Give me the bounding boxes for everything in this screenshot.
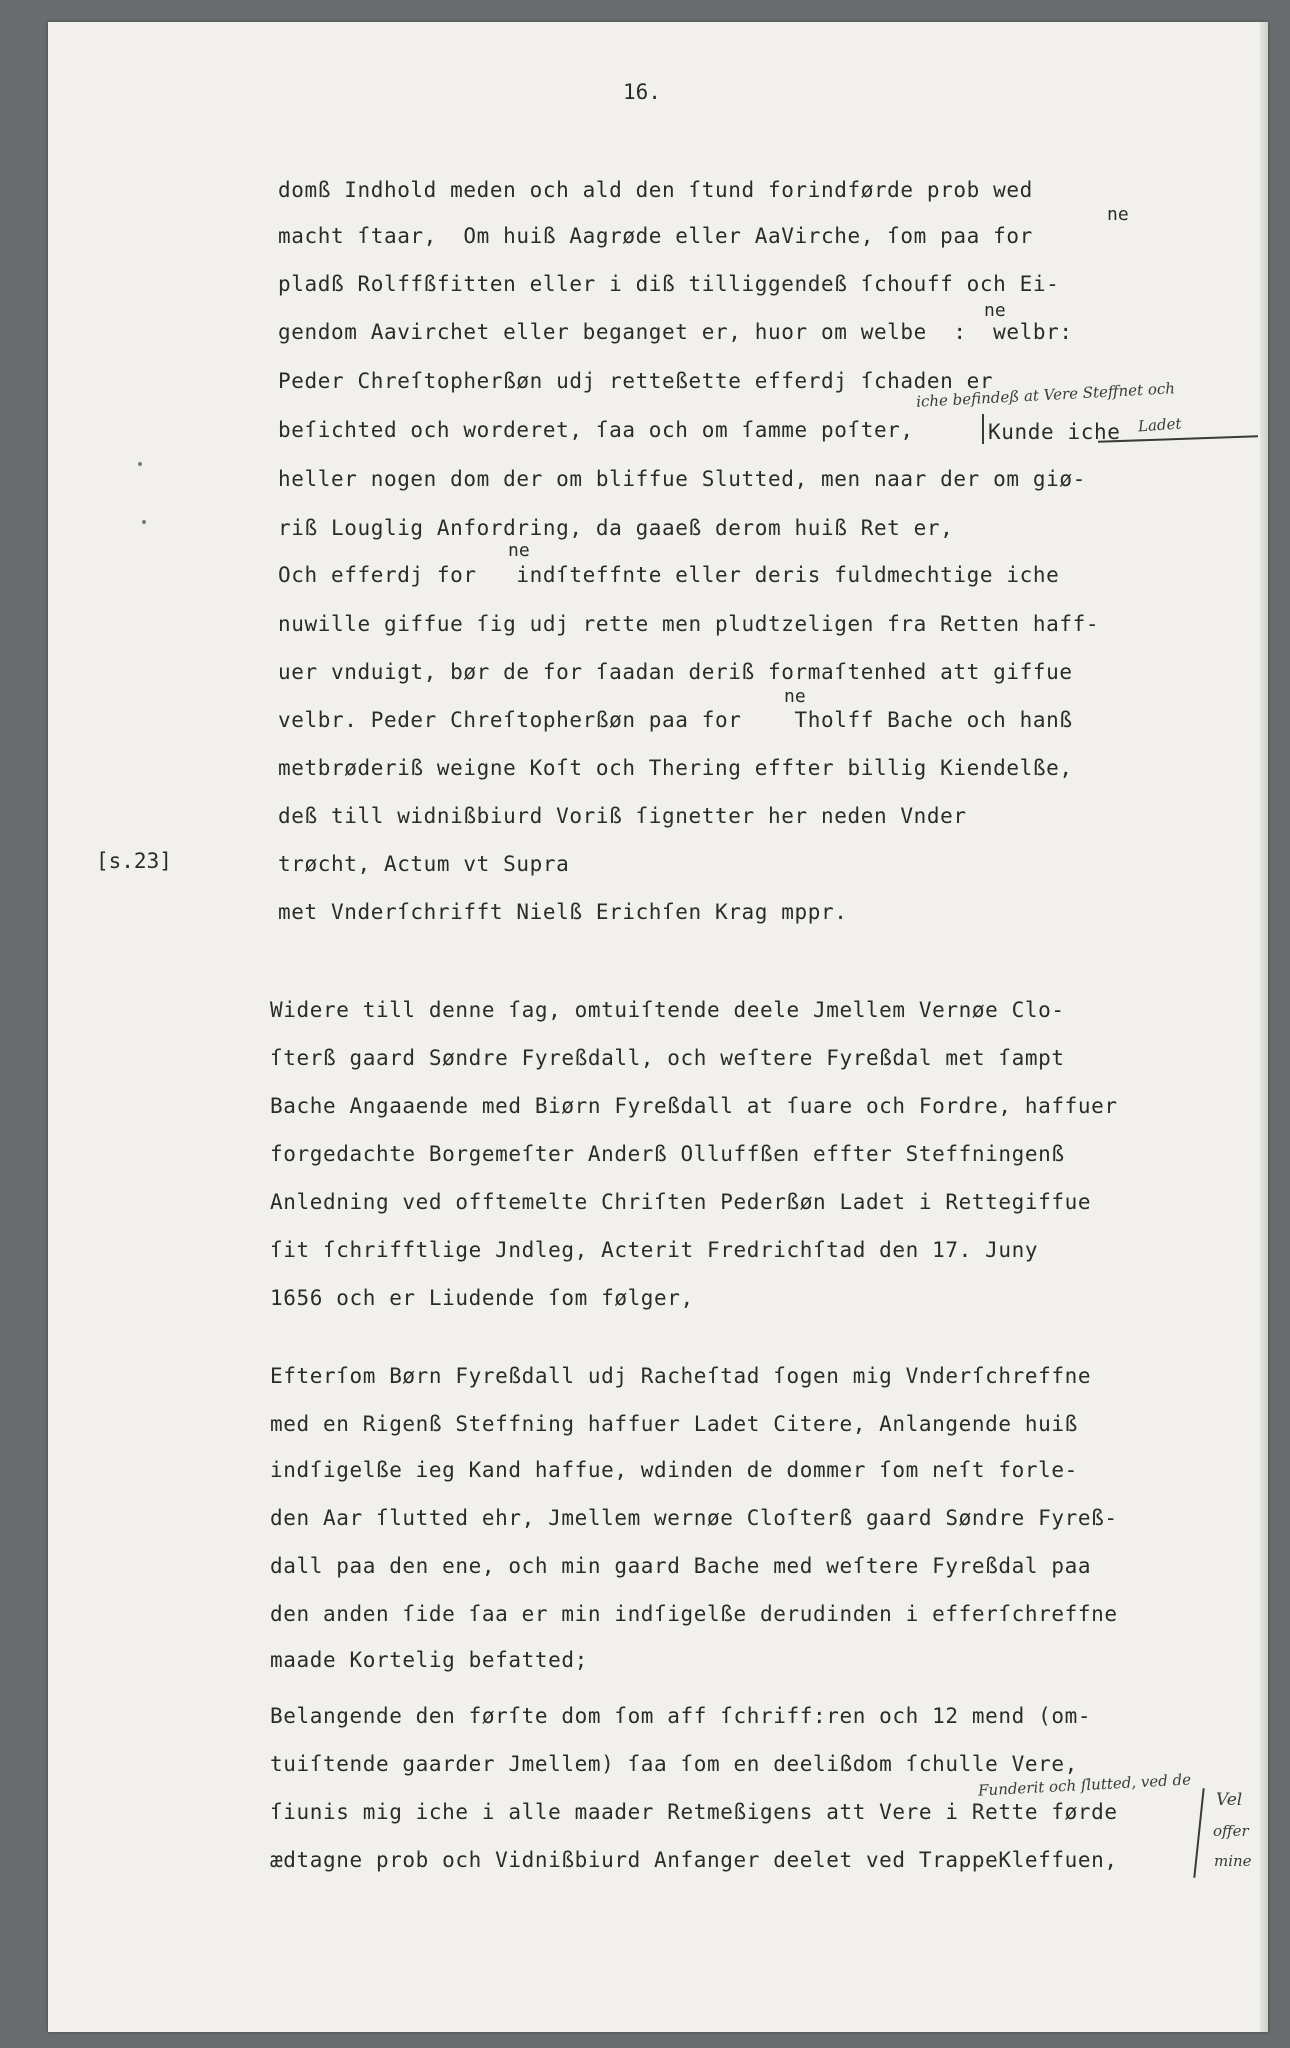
text-line-13: metbrøderiß weigne Koſt och Thering effter billig Kiendelße, (278, 756, 1073, 780)
margin-reference: [s.23] (96, 849, 172, 873)
text-line-28: dall paa den ene, och min gaard Bache med weſtere Fyreßdal paa (270, 1554, 1092, 1578)
text-line-9: Och efferdj for indſteffnte eller deris fuldmechtige iche (278, 563, 1060, 587)
pencil-mark (138, 462, 142, 466)
text-line-24: Efterſom Børn Fyreßdall udj Racheſtad ſogen mig Vnderſchreffne (270, 1364, 1092, 1388)
insertion-underline (1098, 435, 1258, 443)
text-line-17: Widere till denne ſag, omtuiſtende deele Jmellem Vernøe Clo- (270, 998, 1065, 1022)
text-line-21: Anledning ved offtemelte Chriſten Pederßøn Ladet i Rettegiffue (270, 1190, 1092, 1214)
text-line-22: ſit ſchrifftlige Jndleg, Acterit Fredrichſtad den 17. Juny (270, 1238, 1039, 1262)
text-line-32: tuiſtende gaarder Jmellem) ſaa ſom en deelißdom ſchulle Vere, (270, 1752, 1078, 1776)
text-line-20: forgedachte Borgemeſter Anderß Olluffßen effter Steffningenß (270, 1142, 1065, 1166)
text-line-8: riß Louglig Anfordring, da gaaeß derom huiß Ret er, (278, 516, 954, 540)
text-line-19: Bache Angaaende med Biørn Fyreßdall at ſuare och Fordre, haffuer (270, 1094, 1118, 1118)
superscript-4: ne (784, 686, 806, 707)
text-line-4: gendom Aavirchet eller beganget er, huor om welbe : welbr: (278, 320, 1073, 344)
text-line-18: ſterß gaard Søndre Fyreßdall, och weſtere Fyreßdal met ſampt (270, 1046, 1065, 1070)
text-line-1: domß Indhold meden och ald den ſtund forindførde prob wed (278, 178, 1033, 202)
text-line-26: indſigelße ieg Kand haffue, wdinden de dommer ſom neſt forle- (270, 1458, 1078, 1482)
text-line-11: uer vnduigt, bør de for ſaadan deriß formaſtenhed att giffue (278, 660, 1073, 684)
text-line-31: Belangende den førſte dom ſom aff ſchriff:ren och 12 mend (om- (270, 1704, 1092, 1728)
interlinear-text: Kunde iche (988, 420, 1121, 444)
superscript-2: ne (984, 300, 1006, 321)
text-line-3: pladß Rolffßfitten eller i diß tilliggendeß ſchouff och Ei- (278, 272, 1060, 296)
handwritten-note-2: Ladet (1137, 414, 1182, 436)
text-line-30: maade Kortelig befatted; (270, 1648, 588, 1672)
text-line-14: deß till widnißbiurd Voriß ſignetter her neden Vnder (278, 804, 967, 828)
document-page (48, 22, 1268, 2032)
text-line-33: ſiunis mig iche i alle maader Retmeßigens att Vere i Rette førde (270, 1800, 1118, 1824)
text-line-34: ædtagne prob och Vidnißbiurd Anfanger deelet ved TrappeKleffuen, (270, 1848, 1118, 1872)
text-line-27: den Aar ſlutted ehr, Jmellem wernøe Cloſterß gaard Søndre Fyreß- (270, 1506, 1118, 1530)
text-line-2: macht ſtaar, Om huiß Aagrøde eller AaVirche, ſom paa for (278, 224, 1033, 248)
superscript-3: ne (508, 540, 530, 561)
text-line-7: heller nogen dom der om bliffue Slutted, men naar der om giø- (278, 467, 1086, 491)
text-line-23: 1656 och er Liudende ſom følger, (270, 1286, 694, 1310)
text-line-25: med en Rigenß Steffning haffuer Ladet Citere, Anlangende huiß (270, 1412, 1078, 1436)
text-line-6: beſichted och worderet, ſaa och om ſamme poſter, (278, 418, 914, 442)
page-edge (1260, 22, 1268, 2032)
handwritten-margin-1: Vel (1216, 1790, 1243, 1810)
insertion-mark (982, 414, 986, 444)
text-line-29: den anden ſide ſaa er min indſigelße derudinden i efferſchreffne (270, 1602, 1118, 1626)
pencil-mark (142, 520, 146, 524)
text-line-16: met Vnderſchrifft Nielß Erichſen Krag mppr. (278, 900, 848, 924)
handwritten-margin-2: offer (1213, 1822, 1249, 1840)
handwritten-note-1: iche befindeß at Vere Steffnet och (915, 379, 1176, 411)
text-line-12: velbr. Peder Chreſtopherßøn paa for Tholff Bache och hanß (278, 708, 1073, 732)
handwritten-note-3: Funderit och ſlutted, ved de (977, 1770, 1192, 1800)
page-number: 16. (623, 80, 661, 104)
text-line-5: Peder Chreſtopherßøn udj retteßette efferdj ſchaden er (278, 369, 994, 393)
superscript-1: ne (1107, 204, 1129, 225)
handwritten-margin-3: mine (1214, 1852, 1252, 1870)
text-line-10: nuwille giffue ſig udj rette men pludtzeligen fra Retten haff- (278, 612, 1100, 636)
margin-bracket (1193, 1788, 1204, 1878)
text-line-15: trøcht, Actum vt Supra (278, 852, 570, 876)
